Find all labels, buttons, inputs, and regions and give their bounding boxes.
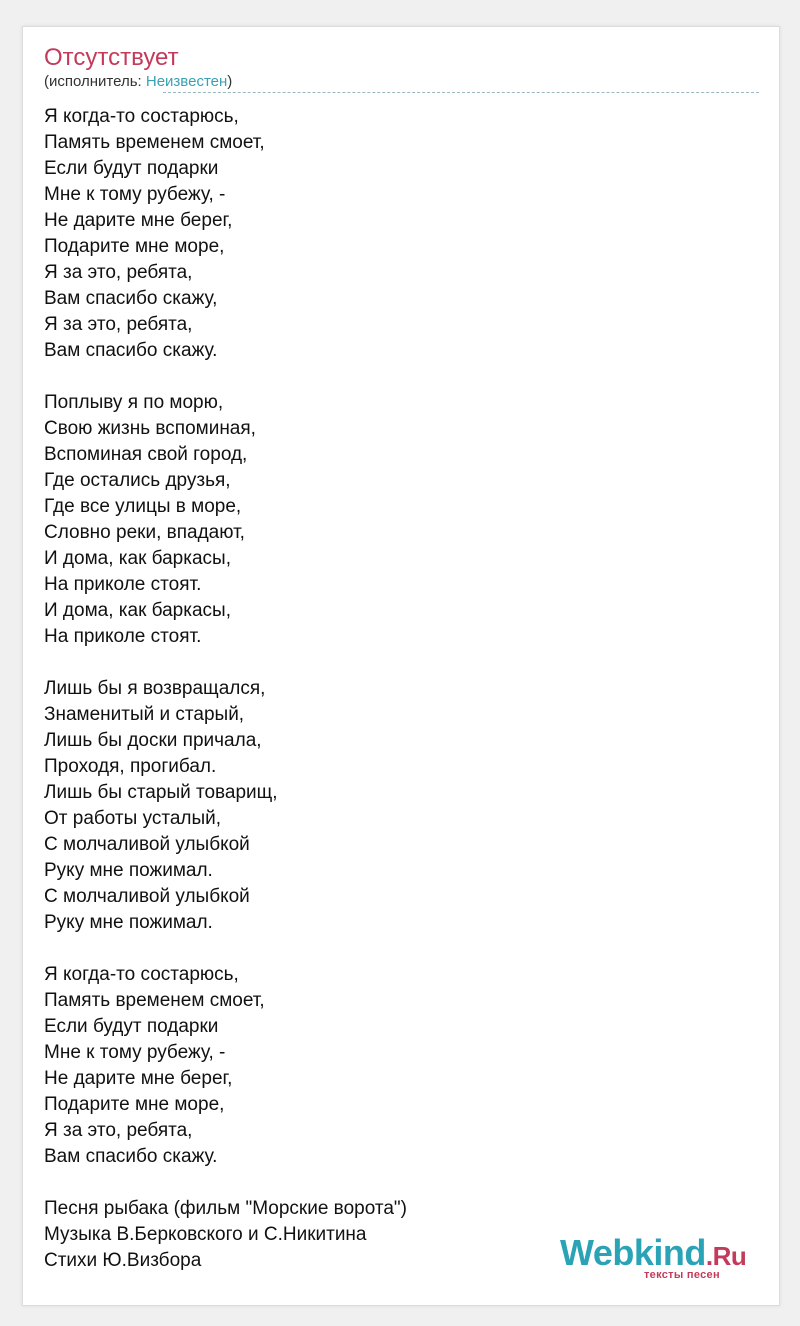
lyric-line: Вам спасибо скажу. bbox=[44, 340, 218, 361]
lyric-line: На приколе стоят. bbox=[44, 626, 202, 647]
lyrics-text bbox=[44, 104, 407, 1274]
lyric-line bbox=[44, 1170, 407, 1196]
lyric-line: Я за это, ребята, bbox=[44, 1120, 193, 1141]
lyric-line: Лишь бы я возвращался, bbox=[44, 678, 266, 699]
lyric-line bbox=[44, 650, 407, 676]
lyric-line: Лишь бы доски причала, bbox=[44, 730, 262, 751]
lyric-line: Поплыву я по морю, bbox=[44, 392, 224, 413]
lyric-line: Песня рыбака (фильм "Морские ворота") bbox=[44, 1198, 407, 1219]
lyric-line: Руку мне пожимал. bbox=[44, 912, 213, 933]
lyric-line: От работы усталый, bbox=[44, 808, 222, 829]
artist-link[interactable]: Неизвестен bbox=[145, 73, 228, 90]
lyric-line: Я когда-то состарюсь, bbox=[44, 106, 239, 127]
lyric-line: Подарите мне море, bbox=[44, 236, 225, 257]
lyric-line bbox=[44, 936, 407, 962]
lyric-line: Свою жизнь вспоминая, bbox=[44, 418, 256, 439]
lyric-line: Знаменитый и старый, bbox=[44, 704, 245, 725]
lyric-line: С молчаливой улыбкой bbox=[44, 886, 250, 907]
lyric-line: Вам спасибо скажу, bbox=[44, 288, 218, 309]
logo-tld: .Ru bbox=[705, 1241, 747, 1271]
lyric-line: Музыка В.Берковского и С.Никитина bbox=[44, 1224, 367, 1245]
lyric-line: Вам спасибо скажу. bbox=[44, 1146, 218, 1167]
song-title: Отсутствует bbox=[44, 44, 179, 71]
lyric-line: Не дарите мне берег, bbox=[44, 1068, 233, 1089]
logo-tagline: тексты песен bbox=[644, 1269, 720, 1281]
lyric-line: Где остались друзья, bbox=[44, 470, 231, 491]
lyric-line: Руку мне пожимал. bbox=[44, 860, 213, 881]
lyric-line: Не дарите мне берег, bbox=[44, 210, 233, 231]
lyric-line: Где все улицы в море, bbox=[44, 496, 242, 517]
lyric-line: Память временем смоет, bbox=[44, 990, 265, 1011]
lyric-line: Мне к тому рубежу, - bbox=[44, 184, 226, 205]
lyrics-card bbox=[22, 26, 780, 1306]
webkind-logo[interactable] bbox=[560, 1233, 752, 1281]
divider bbox=[163, 92, 759, 93]
lyric-line: Если будут подарки bbox=[44, 1016, 219, 1037]
lyric-line: С молчаливой улыбкой bbox=[44, 834, 250, 855]
lyric-line bbox=[44, 364, 407, 390]
lyric-line: Я за это, ребята, bbox=[44, 314, 193, 335]
lyric-line: Мне к тому рубежу, - bbox=[44, 1042, 226, 1063]
lyric-line: И дома, как баркасы, bbox=[44, 600, 231, 621]
lyric-line: Я за это, ребята, bbox=[44, 262, 193, 283]
artist-prefix: (исполнитель: bbox=[44, 73, 146, 90]
lyric-line: Проходя, прогибал. bbox=[44, 756, 217, 777]
lyric-line: Вспоминая свой город, bbox=[44, 444, 248, 465]
logo-word: Webkind bbox=[560, 1232, 706, 1273]
artist-suffix: ) bbox=[227, 73, 233, 90]
lyric-line: И дома, как баркасы, bbox=[44, 548, 231, 569]
artist-line bbox=[44, 73, 232, 91]
lyric-line: Я когда-то состарюсь, bbox=[44, 964, 239, 985]
lyric-line: Словно реки, впадают, bbox=[44, 522, 245, 543]
lyric-line: Лишь бы старый товарищ, bbox=[44, 782, 278, 803]
lyric-line: На приколе стоят. bbox=[44, 574, 202, 595]
lyric-line: Если будут подарки bbox=[44, 158, 219, 179]
lyric-line: Стихи Ю.Визбора bbox=[44, 1250, 202, 1271]
lyric-line: Память временем смоет, bbox=[44, 132, 265, 153]
lyric-line: Подарите мне море, bbox=[44, 1094, 225, 1115]
